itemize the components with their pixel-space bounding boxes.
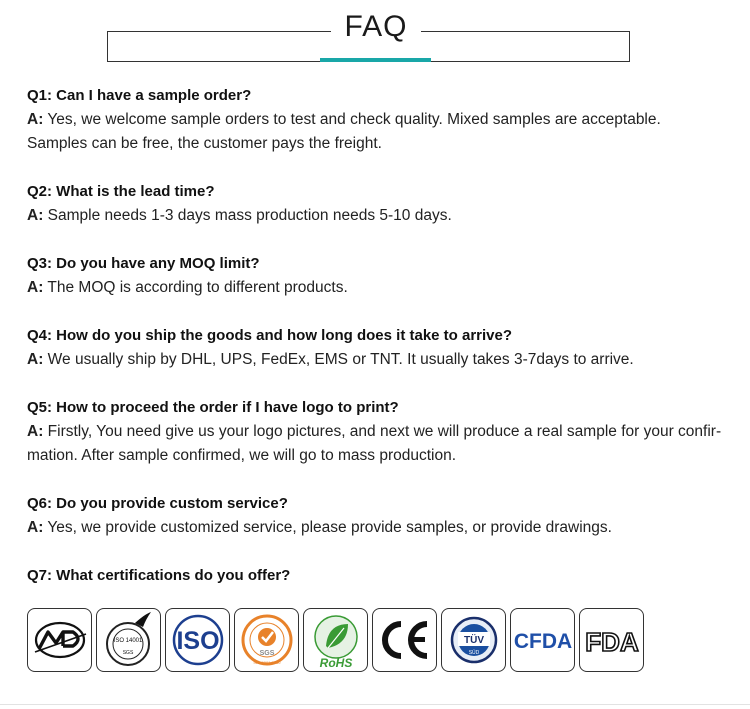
tuv-label: TÜV (463, 635, 484, 646)
answer-line: Samples can be free, the customer pays the freight. (27, 135, 382, 152)
question: Q4: How do you ship the goods and how long does it take to arrive? (27, 327, 513, 344)
sgs-iso9001-logo (234, 608, 299, 672)
question: Q3: Do you have any MOQ limit? (27, 255, 260, 272)
answer-line: We usually ship by DHL, UPS, FedEx, EMS or TNT. It usually takes 3-7days to arrive. (47, 351, 634, 368)
answer-prefix: A: (27, 207, 44, 224)
faq-item (27, 180, 742, 228)
answer-prefix: A: (27, 279, 44, 296)
iso-logo (165, 608, 230, 672)
question: Q5: How to proceed the order if I have logo to print? (27, 399, 399, 416)
answer (27, 516, 742, 540)
answer (27, 108, 742, 132)
question: Q1: Can I have a sample order? (27, 87, 252, 104)
iso-9001-label: ISO 9001:2000 (253, 660, 280, 665)
page-title: FAQ (344, 10, 408, 43)
answer-line: Firstly, You need give us your logo pictures, and next we will produce a real sample for your confir- (47, 423, 722, 440)
faq-header (0, 0, 750, 70)
fda-logo (579, 608, 644, 672)
rohs-label: RoHS (319, 656, 352, 670)
question: Q6: Do you provide custom service? (27, 495, 288, 512)
faq-item (27, 396, 742, 468)
cfda-label: CFDA (513, 630, 572, 653)
sgs-label: SGS (259, 650, 274, 657)
answer-line: mation. After sample confirmed, we will go to mass production. (27, 447, 457, 464)
faq-item (27, 564, 742, 588)
iso-text: ISO 14001 (113, 638, 142, 644)
answer-line: The MOQ is according to different products. (47, 279, 348, 296)
faq-item (27, 84, 742, 156)
sud-label: SÜD (468, 650, 479, 656)
faq-list (27, 84, 742, 612)
iso-14001-logo (96, 608, 161, 672)
answer-prefix: A: (27, 351, 44, 368)
certification-logos (27, 608, 648, 672)
answer (27, 204, 742, 228)
ce-logo (372, 608, 437, 672)
tuv-logo (441, 608, 506, 672)
question: Q2: What is the lead time? (27, 183, 215, 200)
answer-prefix: A: (27, 519, 44, 536)
answer (27, 420, 742, 444)
answer-prefix: A: (27, 423, 44, 440)
md-logo (27, 608, 92, 672)
answer-line: Yes, we provide customized service, please provide samples, or provide drawings. (47, 519, 612, 536)
iso-label: ISO (175, 627, 220, 655)
answer (27, 348, 742, 372)
faq-item (27, 324, 742, 372)
question: Q7: What certifications do you offer? (27, 567, 291, 584)
rohs-logo (303, 608, 368, 672)
faq-item (27, 492, 742, 540)
sgs-text: SGS (122, 650, 133, 656)
answer-line: Yes, we welcome sample orders to test and check quality. Mixed samples are acceptable. (47, 111, 661, 128)
answer (27, 276, 742, 300)
bottom-divider (0, 704, 750, 705)
answer-line: Sample needs 1-3 days mass production needs 5-10 days. (47, 207, 452, 224)
answer-prefix: A: (27, 111, 44, 128)
faq-item (27, 252, 742, 300)
fda-label: FDA (584, 627, 639, 657)
title-underline (320, 58, 431, 62)
cfda-logo (510, 608, 575, 672)
